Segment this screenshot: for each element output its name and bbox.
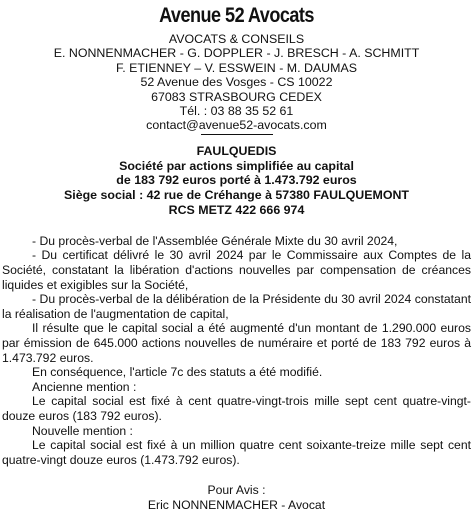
paragraph-6: Ancienne mention : bbox=[32, 379, 137, 394]
company-capital: de 183 792 euros porté à 1.473.792 euros bbox=[116, 173, 357, 188]
address-line-1: 52 Avenue des Vosges - CS 10022 bbox=[140, 75, 333, 90]
company-block bbox=[2, 144, 471, 218]
divider bbox=[201, 134, 273, 135]
company-name: FAULQUEDIS bbox=[196, 143, 277, 158]
paragraph-4: Il résulte que le capital social a été augmenté d'un montant de 1.290.000 euros par émission de 645.000 actions nouvelles de numéraire et porté de 183 792 euros à 1.473.792 euros. bbox=[2, 321, 471, 365]
address-line-2: 67083 STRASBOURG CEDEX bbox=[151, 89, 322, 104]
firm-type: AVOCATS & CONSEILS bbox=[168, 32, 305, 46]
notice-body bbox=[2, 234, 471, 468]
signature-label: Pour Avis : bbox=[207, 483, 266, 498]
paragraph-8: Nouvelle mention : bbox=[32, 423, 133, 438]
company-rcs: RCS METZ 422 666 974 bbox=[168, 203, 305, 218]
signature-name: Eric NONNENMACHER - Avocat bbox=[147, 497, 326, 512]
partners-line-2: F. ETIENNEY – V. ESSWEIN - M. DAUMAS bbox=[116, 60, 357, 75]
paragraph-9: Le capital social est fixé à un million quatre cent soixante-treize mille sept cent quatre-vingt douze euros (1.473.792 euros). bbox=[2, 438, 471, 467]
paragraph-2: - Du certificat délivré le 30 avril 2024 par le Commissaire aux Comptes de la Société, constatant la libération d'actions nouvelles par compensation de créances liquides et exigibles sur la Société, bbox=[2, 248, 471, 292]
paragraph-1: - Du procès-verbal de l'Assemblée Générale Mixte du 30 avril 2024, bbox=[32, 233, 398, 248]
company-form: Société par actions simplifiée au capital bbox=[119, 158, 354, 173]
firm-header bbox=[2, 32, 471, 133]
paragraph-3: - Du procès-verbal de la délibération de la Présidente du 30 avril 2024 constatant la réalisation de l'augmentation de capital, bbox=[2, 292, 471, 321]
company-seat: Siège social : 42 rue de Créhange à 57380 FAULQUEMONT bbox=[64, 188, 409, 203]
paragraph-5: En conséquence, l'article 7c des statuts a été modifié. bbox=[32, 365, 323, 380]
firm-name: Avenue 52 Avocats bbox=[159, 4, 314, 27]
signature-block bbox=[2, 483, 471, 512]
phone: Tél. : 03 88 35 52 61 bbox=[179, 104, 294, 119]
email: contact@avenue52-avocats.com bbox=[146, 118, 327, 133]
paragraph-7: Le capital social est fixé à cent quatre-vingt-trois mille sept cent quatre-vingt-douze euros (183 792 euros). bbox=[2, 394, 471, 423]
partners-line-1: E. NONNENMACHER - G. DOPPLER - J. BRESCH - A. SCHMITT bbox=[53, 46, 420, 61]
